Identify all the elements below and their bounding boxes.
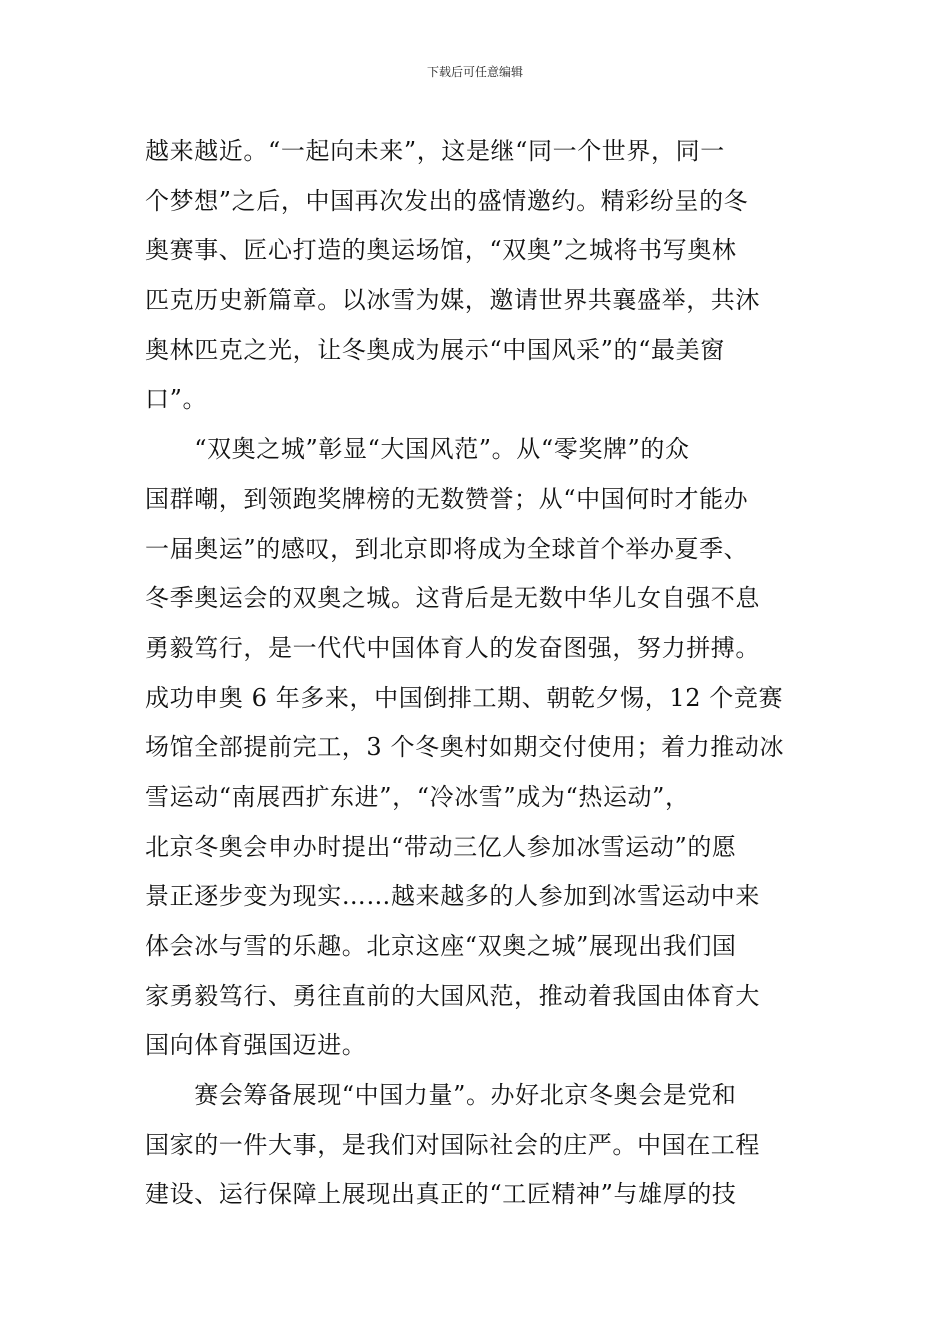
text-line: 口”。: [145, 385, 208, 414]
text-line: 奥赛事、匠心打造的奥运场馆，“双奥”之城将书写奥林: [145, 236, 737, 265]
text-line: 一届奥运”的感叹，到北京即将成为全球首个举办夏季、: [145, 534, 749, 563]
text-line: 勇毅笃行，是一代代中国体育人的发奋图强，努力拼搏。: [145, 633, 760, 662]
paragraph-start-line: 赛会筹备展现“中国力量”。办好北京冬奥会是党和: [145, 1081, 737, 1110]
text-line: 家勇毅笃行、勇往直前的大国风范，推动着我国由体育大: [145, 981, 760, 1010]
paragraph-start-line: “双奥之城”彰显“大国风范”。从“零奖牌”的众: [145, 435, 690, 464]
body-text: [145, 127, 810, 1220]
header-note: 下载后可任意编辑: [426, 65, 523, 79]
text-line: 成功申奥 6 年多来，中国倒排工期、朝乾夕惕，12 个竞赛: [145, 683, 784, 712]
text-line: 冬季奥运会的双奥之城。这背后是无数中华儿女自强不息: [145, 584, 760, 613]
text-line: 匹克历史新篇章。以冰雪为媒，邀请世界共襄盛举，共沐: [145, 286, 760, 315]
text-line: 奥林匹克之光，让冬奥成为展示“中国风采”的“最美窗: [145, 335, 725, 364]
text-line: 个梦想”之后，中国再次发出的盛情邀约。精彩纷呈的冬: [145, 186, 749, 215]
text-line: 越来越近。“一起向未来”，这是继“同一个世界，同一: [145, 137, 725, 165]
text-line: 国群嘲，到领跑奖牌榜的无数赞誉；从“中国何时才能办: [145, 484, 749, 513]
text-line: 国向体育强国迈进。: [145, 1031, 367, 1060]
text-line: 国家的一件大事，是我们对国际社会的庄严。中国在工程: [145, 1130, 760, 1159]
text-line: 场馆全部提前完工，3 个冬奥村如期交付使用；着力推动冰: [145, 733, 785, 762]
text-line: 北京冬奥会申办时提出“带动三亿人参加冰雪运动”的愿: [145, 832, 737, 861]
text-line: 建设、运行保障上展现出真正的“工匠精神”与雄厚的技: [145, 1180, 737, 1209]
text-line: 景正逐步变为现实……越来越多的人参加到冰雪运动中来: [145, 882, 760, 911]
text-line: 体会冰与雪的乐趣。北京这座“双奥之城”展现出我们国: [145, 932, 737, 960]
text-line: 雪运动“南展西扩东进”，“冷冰雪”成为“热运动”，: [145, 782, 690, 811]
